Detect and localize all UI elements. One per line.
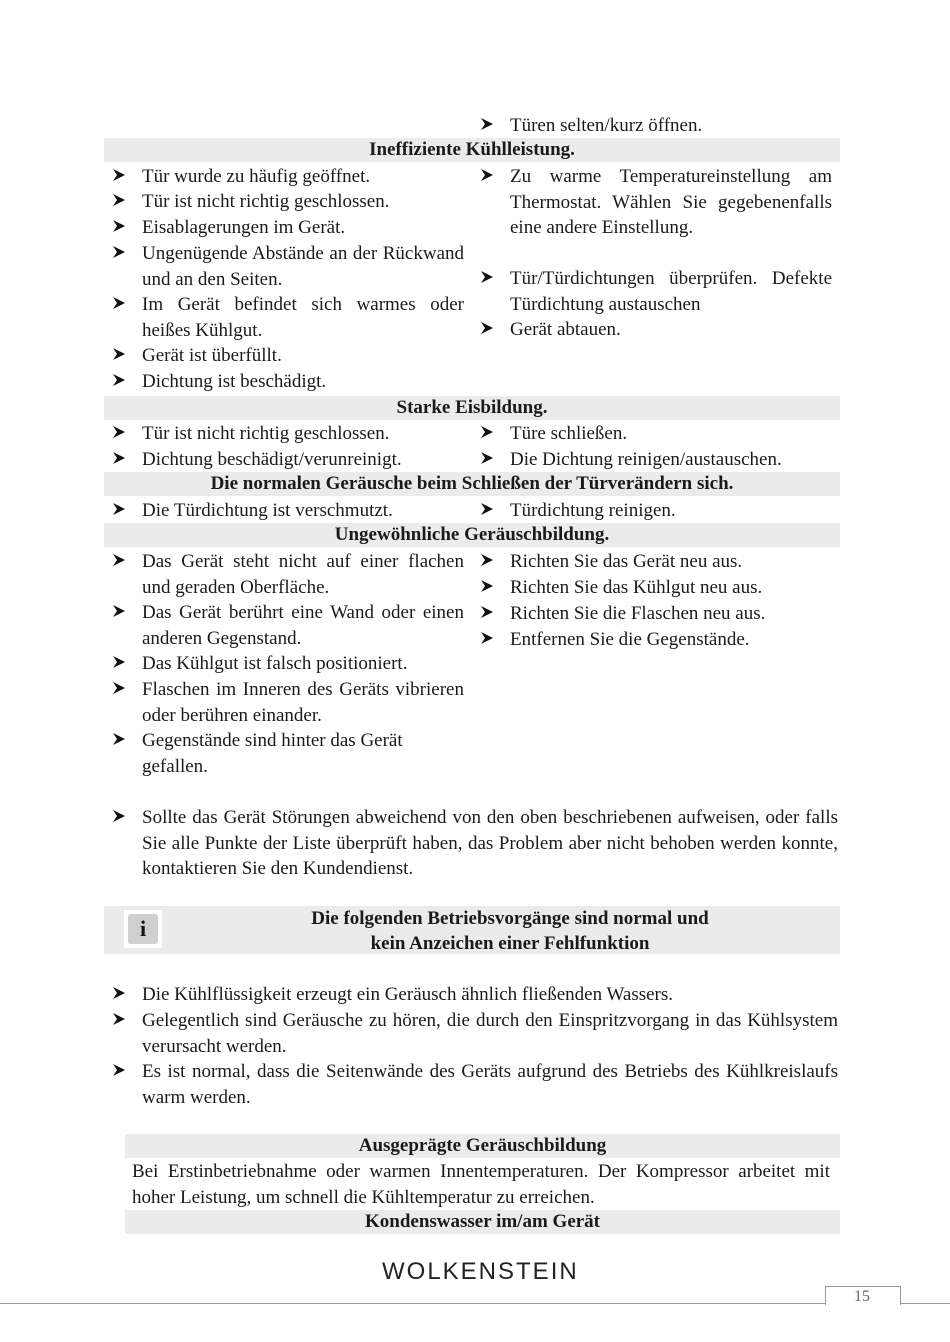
list-item: Dichtung ist beschädigt.: [112, 369, 464, 395]
section-title: Die normalen Geräusche beim Schließen der Türverändern sich.: [210, 473, 734, 494]
list-item: Gerät abtauen.: [480, 317, 832, 343]
list-item: Ungenügende Abstände an der Rückwand und an den Seiten.: [112, 241, 464, 292]
arrow-bullet-icon: [480, 113, 504, 139]
arrow-bullet-icon: [112, 728, 136, 754]
list-item: Türen selten/kurz öffnen.: [480, 113, 840, 139]
arrow-bullet-icon: [112, 549, 136, 575]
arrow-bullet-icon: [112, 651, 136, 677]
list-item: Richten Sie die Flaschen neu aus.: [480, 601, 840, 627]
section-title: Ineffiziente Kühlleistung.: [369, 139, 575, 160]
list-item: Das Kühlgut ist falsch positioniert.: [112, 651, 464, 677]
list-item: Gegenstände sind hinter das Gerät gefallen.: [112, 728, 464, 779]
footer-rule: [0, 1303, 826, 1304]
list-item: Dichtung beschädigt/verunreinigt.: [112, 447, 464, 473]
arrow-bullet-icon: [480, 447, 504, 473]
arrow-bullet-icon: [112, 292, 136, 318]
service-note: Sollte das Gerät Störungen abweichend von den oben beschriebenen aufweisen, oder falls Sie alle Punkte der Liste überprüft haben, das Problem aber nicht behoben werden konnte, kontaktieren Sie den Kundendienst.: [112, 805, 838, 882]
list-item: Gerät ist überfüllt.: [112, 343, 464, 369]
list-item: Das Gerät steht nicht auf einer flachen und geraden Oberfläche.: [112, 549, 464, 600]
info-icon: i: [124, 910, 162, 948]
list-item: Die Dichtung reinigen/austauschen.: [480, 447, 840, 473]
section-title: Ausgeprägte Geräuschbildung: [358, 1135, 607, 1156]
arrow-bullet-icon: [112, 498, 136, 524]
list-item: Richten Sie das Kühlgut neu aus.: [480, 575, 840, 601]
arrow-bullet-icon: [112, 189, 136, 215]
arrow-bullet-icon: [112, 1008, 136, 1034]
list-item: Tür wurde zu häufig geöffnet.: [112, 164, 464, 190]
arrow-bullet-icon: [112, 805, 136, 831]
arrow-bullet-icon: [112, 215, 136, 241]
arrow-bullet-icon: [480, 317, 504, 343]
list-item: Die Türdichtung ist verschmutzt.: [112, 498, 472, 524]
arrow-bullet-icon: [112, 600, 136, 626]
list-item: Tür/Türdichtungen überprüfen. Defekte Türdichtung austauschen: [480, 266, 832, 317]
list-item: Türdichtung reinigen.: [480, 498, 840, 524]
list-item: Gelegentlich sind Geräusche zu hören, die durch den Einspritzvorgang in das Kühlsystem verursacht werden.: [112, 1008, 838, 1059]
list-item: Es ist normal, dass die Seitenwände des Geräts aufgrund des Betriebs des Kühlkreislaufs warm werden.: [112, 1059, 838, 1110]
arrow-bullet-icon: [480, 498, 504, 524]
page-number: 15: [854, 1288, 870, 1305]
arrow-bullet-icon: [112, 241, 136, 267]
arrow-bullet-icon: [112, 343, 136, 369]
arrow-bullet-icon: [112, 677, 136, 703]
arrow-bullet-icon: [480, 601, 504, 627]
arrow-bullet-icon: [112, 1059, 136, 1085]
list-item: Tür ist nicht richtig geschlossen.: [112, 189, 464, 215]
info-title: Die folgenden Betriebsvorgänge sind normal und kein Anzeichen einer Fehlfunktion: [311, 908, 709, 954]
list-item: Flaschen im Inneren des Geräts vibrieren oder berühren einander.: [112, 677, 464, 728]
list-item: Eisablagerungen im Gerät.: [112, 215, 464, 241]
arrow-bullet-icon: [480, 627, 504, 653]
arrow-bullet-icon: [480, 421, 504, 447]
brand-logo: WOLKENSTEIN: [382, 1258, 579, 1285]
noise-description: Bei Erstinbetriebnahme oder warmen Innentemperaturen. Der Kompressor arbeitet mit hoher Leistung, um schnell die Kühltemperatur zu erreichen.: [132, 1161, 830, 1208]
list-item: Das Gerät berührt eine Wand oder einen anderen Gegenstand.: [112, 600, 464, 651]
list-item: Zu warme Temperatureinstellung am Thermostat. Wählen Sie gegebenenfalls eine andere Einstellung.: [480, 164, 832, 241]
list-item: Die Kühlflüssigkeit erzeugt ein Geräusch ähnlich fließenden Wassers.: [112, 982, 838, 1008]
list-item: Richten Sie das Gerät neu aus.: [480, 549, 840, 575]
list-item: Tür ist nicht richtig geschlossen.: [112, 421, 464, 447]
arrow-bullet-icon: [112, 421, 136, 447]
arrow-bullet-icon: [480, 575, 504, 601]
arrow-bullet-icon: [112, 369, 136, 395]
footer-rule: [899, 1303, 950, 1304]
arrow-bullet-icon: [112, 982, 136, 1008]
arrow-bullet-icon: [112, 447, 136, 473]
list-item: Im Gerät befindet sich warmes oder heißes Kühlgut.: [112, 292, 464, 343]
list-item: Entfernen Sie die Gegenstände.: [480, 627, 840, 653]
arrow-bullet-icon: [480, 164, 504, 190]
arrow-bullet-icon: [480, 266, 504, 292]
list-item: Türe schließen.: [480, 421, 840, 447]
section-title: Ungewöhnliche Geräuschbildung.: [334, 524, 610, 545]
arrow-bullet-icon: [112, 164, 136, 190]
section-title: Kondenswasser im/am Gerät: [364, 1211, 601, 1232]
arrow-bullet-icon: [480, 549, 504, 575]
section-title: Starke Eisbildung.: [396, 397, 548, 418]
